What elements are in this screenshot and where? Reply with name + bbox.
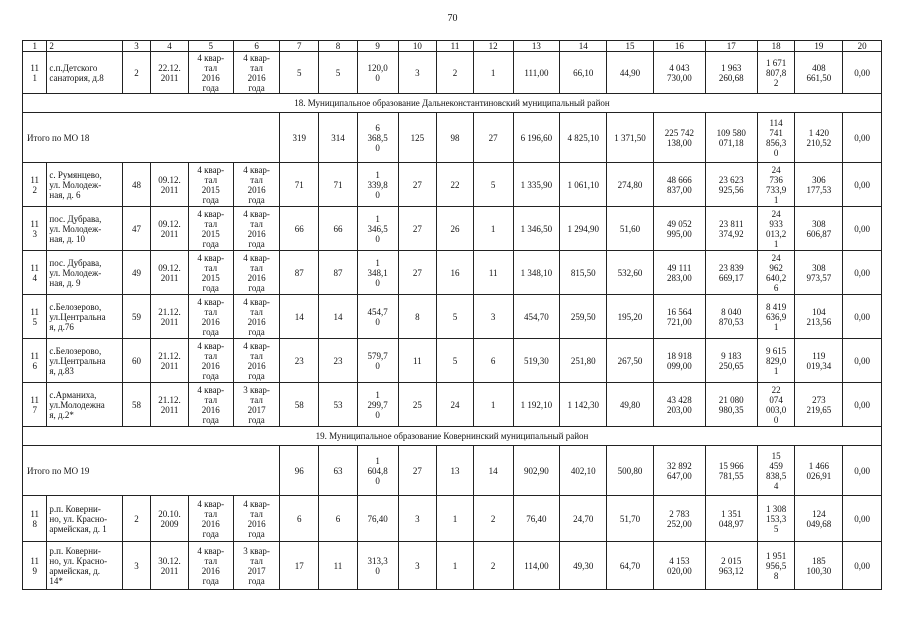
- table-cell: 314: [319, 113, 358, 163]
- table-row: [23, 295, 882, 339]
- table-cell: 1: [437, 542, 474, 590]
- table-cell: 5: [437, 339, 474, 383]
- table-cell: 27: [473, 113, 513, 163]
- table-cell: 4 квар- тал 2016 года: [233, 295, 280, 339]
- table-cell: 274,80: [607, 163, 654, 207]
- table-cell: 27: [398, 163, 437, 207]
- table-cell: 8: [398, 295, 437, 339]
- table-cell: 49: [122, 251, 150, 295]
- table-cell: 25: [398, 383, 437, 427]
- table-cell: 4 квар- тал 2016 года: [233, 339, 280, 383]
- table-cell: 11 5: [23, 295, 47, 339]
- table-cell: 21.12. 2011: [151, 383, 189, 427]
- table-cell: 48 666 837,00: [653, 163, 705, 207]
- section-heading: 18. Муниципальное образование Дальнеконстантиновский муниципальный район: [23, 94, 882, 113]
- table-cell: 4 квар- тал 2015 года: [188, 207, 233, 251]
- table-cell: 87: [319, 251, 358, 295]
- table-row: [23, 52, 882, 94]
- table-cell: 11 9: [23, 542, 47, 590]
- table-cell: 24 962 640,2 6: [757, 251, 795, 295]
- table-cell: 15 459 838,5 4: [757, 446, 795, 496]
- table-cell: 1: [473, 383, 513, 427]
- table-row: [23, 496, 882, 542]
- table-cell: 3: [398, 496, 437, 542]
- address-cell: р.п. Коверни- но, ул. Красно- армейская, д. 14*: [47, 542, 122, 590]
- table-cell: 1 299,7 0: [357, 383, 398, 427]
- total-row: [23, 113, 882, 163]
- table-row: [23, 383, 882, 427]
- table-cell: 11 7: [23, 383, 47, 427]
- address-cell: с.п.Детского санатория, д.8: [47, 52, 122, 94]
- table-cell: 16: [437, 251, 474, 295]
- table-cell: 7: [280, 41, 319, 52]
- table-cell: 109 580 071,18: [705, 113, 757, 163]
- table-cell: 251,80: [560, 339, 607, 383]
- table-cell: 4 153 020,00: [653, 542, 705, 590]
- table-cell: 104 213,56: [795, 295, 843, 339]
- table-cell: 76,40: [357, 496, 398, 542]
- table-cell: 16: [653, 41, 705, 52]
- table-cell: 21.12. 2011: [151, 295, 189, 339]
- table-cell: 4 квар- тал 2016 года: [233, 207, 280, 251]
- table-cell: 96: [280, 446, 319, 496]
- table-cell: 4 квар- тал 2016 года: [233, 496, 280, 542]
- table-cell: 259,50: [560, 295, 607, 339]
- table-cell: 17: [705, 41, 757, 52]
- address-cell: с. Румянцево, ул. Молодеж- ная, д. 6: [47, 163, 122, 207]
- table-cell: 1 346,50: [513, 207, 560, 251]
- table-cell: 4 квар- тал 2016 года: [188, 52, 233, 94]
- table-cell: 47: [122, 207, 150, 251]
- total-label: Итого по МО 18: [23, 113, 280, 163]
- table-cell: 43 428 203,00: [653, 383, 705, 427]
- table-cell: 64,70: [607, 542, 654, 590]
- table-cell: 1 671 807,8 2: [757, 52, 795, 94]
- table-cell: 195,20: [607, 295, 654, 339]
- table-cell: 1: [437, 496, 474, 542]
- table-cell: 2: [473, 542, 513, 590]
- table-cell: 9 615 829,0 1: [757, 339, 795, 383]
- table-cell: 44,90: [607, 52, 654, 94]
- table-cell: 3: [122, 542, 150, 590]
- table-cell: 20: [843, 41, 882, 52]
- table-cell: 18: [757, 41, 795, 52]
- address-cell: р.п. Коверни- но, ул. Красно- армейская, д. 1: [47, 496, 122, 542]
- table-cell: 15: [607, 41, 654, 52]
- table-cell: 4 квар- тал 2016 года: [188, 496, 233, 542]
- total-row: [23, 446, 882, 496]
- column-number-row: [23, 41, 882, 52]
- table-cell: 24,70: [560, 496, 607, 542]
- table-cell: 13: [513, 41, 560, 52]
- address-cell: 2: [47, 41, 122, 52]
- table-cell: 11 4: [23, 251, 47, 295]
- table-cell: 3 квар- тал 2017 года: [233, 383, 280, 427]
- table-cell: 2: [122, 496, 150, 542]
- table-cell: 19: [795, 41, 843, 52]
- section-heading: 19. Муниципальное образование Ковернинский муниципальный район: [23, 427, 882, 446]
- table-cell: 319: [280, 113, 319, 163]
- table-cell: 6: [319, 496, 358, 542]
- table-cell: 3: [398, 542, 437, 590]
- table-cell: 4 043 730,00: [653, 52, 705, 94]
- table-cell: 1: [473, 207, 513, 251]
- table-cell: 11 3: [23, 207, 47, 251]
- table-cell: 500,80: [607, 446, 654, 496]
- table-cell: 60: [122, 339, 150, 383]
- address-cell: с.Белозерово, ул.Центральна я, д.83: [47, 339, 122, 383]
- table-cell: 519,30: [513, 339, 560, 383]
- table-cell: 22 074 003,0 0: [757, 383, 795, 427]
- table-cell: 11 1: [23, 52, 47, 94]
- table-cell: 5: [473, 163, 513, 207]
- table-cell: 1 308 153,3 5: [757, 496, 795, 542]
- table-cell: 4 квар- тал 2015 года: [188, 251, 233, 295]
- table-cell: 5: [280, 52, 319, 94]
- table-row: [23, 542, 882, 590]
- table-cell: 27: [398, 207, 437, 251]
- table-cell: 1 348,10: [513, 251, 560, 295]
- table-cell: 0,00: [843, 52, 882, 94]
- table-cell: 1 466 026,91: [795, 446, 843, 496]
- table-cell: 51,60: [607, 207, 654, 251]
- table-cell: 1 348,1 0: [357, 251, 398, 295]
- table-cell: 120,0 0: [357, 52, 398, 94]
- table-cell: 4 квар- тал 2016 года: [233, 251, 280, 295]
- table-cell: 1 061,10: [560, 163, 607, 207]
- table-cell: 16 564 721,00: [653, 295, 705, 339]
- table-cell: 24 736 733,9 1: [757, 163, 795, 207]
- table-cell: 17: [280, 542, 319, 590]
- table-cell: 21 080 980,35: [705, 383, 757, 427]
- table-cell: 59: [122, 295, 150, 339]
- table-cell: 76,40: [513, 496, 560, 542]
- table-cell: 2: [122, 52, 150, 94]
- table-cell: 30.12. 2011: [151, 542, 189, 590]
- table-cell: 24 933 013,2 1: [757, 207, 795, 251]
- table-cell: 1 335,90: [513, 163, 560, 207]
- table-cell: 23 811 374,92: [705, 207, 757, 251]
- table-cell: 313,3 0: [357, 542, 398, 590]
- table-cell: 8 040 870,53: [705, 295, 757, 339]
- table-cell: 63: [319, 446, 358, 496]
- table-cell: 1 346,5 0: [357, 207, 398, 251]
- table-cell: 125: [398, 113, 437, 163]
- table-cell: 9 183 250,65: [705, 339, 757, 383]
- table-cell: 49,30: [560, 542, 607, 590]
- table-cell: 5: [188, 41, 233, 52]
- table-cell: 27: [398, 251, 437, 295]
- table-cell: 66: [319, 207, 358, 251]
- table-cell: 0,00: [843, 295, 882, 339]
- table-cell: 6: [473, 339, 513, 383]
- table-cell: 4 квар- тал 2016 года: [188, 542, 233, 590]
- table-cell: 4 квар- тал 2016 года: [188, 383, 233, 427]
- table-cell: 267,50: [607, 339, 654, 383]
- page-number: 70: [447, 13, 458, 24]
- table-cell: 2: [473, 496, 513, 542]
- table-cell: 71: [319, 163, 358, 207]
- table-cell: 58: [280, 383, 319, 427]
- table-cell: 71: [280, 163, 319, 207]
- table-cell: 13: [437, 446, 474, 496]
- table-cell: 87: [280, 251, 319, 295]
- table-cell: 2 015 963,12: [705, 542, 757, 590]
- table-cell: 454,70: [513, 295, 560, 339]
- table-cell: 402,10: [560, 446, 607, 496]
- table-cell: 119 019,34: [795, 339, 843, 383]
- table-cell: 111,00: [513, 52, 560, 94]
- table-cell: 20.10. 2009: [151, 496, 189, 542]
- table-cell: 454,7 0: [357, 295, 398, 339]
- table-cell: 6: [233, 41, 280, 52]
- table-cell: 9: [357, 41, 398, 52]
- table-cell: 308 606,87: [795, 207, 843, 251]
- table-cell: 49,80: [607, 383, 654, 427]
- table-cell: 66,10: [560, 52, 607, 94]
- address-cell: с.Белозерово, ул.Центральна я, д.76: [47, 295, 122, 339]
- table-cell: 1 420 210,52: [795, 113, 843, 163]
- table-cell: 1 142,30: [560, 383, 607, 427]
- table-cell: 1 294,90: [560, 207, 607, 251]
- table-cell: 22: [437, 163, 474, 207]
- table-cell: 1 192,10: [513, 383, 560, 427]
- section-heading-row: [23, 427, 882, 446]
- table-cell: 3 квар- тал 2017 года: [233, 542, 280, 590]
- table-cell: 225 742 138,00: [653, 113, 705, 163]
- table-cell: 1: [23, 41, 47, 52]
- table-cell: 902,90: [513, 446, 560, 496]
- table-cell: 21.12. 2011: [151, 339, 189, 383]
- table-cell: 66: [280, 207, 319, 251]
- table-cell: 1 351 048,97: [705, 496, 757, 542]
- table-cell: 0,00: [843, 446, 882, 496]
- table-cell: 1 604,8 0: [357, 446, 398, 496]
- total-label: Итого по МО 19: [23, 446, 280, 496]
- table-cell: 09.12. 2011: [151, 251, 189, 295]
- table-cell: 579,7 0: [357, 339, 398, 383]
- table-cell: 09.12. 2011: [151, 163, 189, 207]
- table-cell: 14: [319, 295, 358, 339]
- table-cell: 58: [122, 383, 150, 427]
- table-cell: 0,00: [843, 383, 882, 427]
- table-cell: 15 966 781,55: [705, 446, 757, 496]
- table-cell: 5: [319, 52, 358, 94]
- table-cell: 11: [473, 251, 513, 295]
- table-cell: 11 2: [23, 163, 47, 207]
- table-cell: 14: [280, 295, 319, 339]
- housing-program-table: [22, 40, 882, 590]
- table-cell: 48: [122, 163, 150, 207]
- table-cell: 0,00: [843, 339, 882, 383]
- table-cell: 4: [151, 41, 189, 52]
- table-cell: 3: [122, 41, 150, 52]
- table-cell: 0,00: [843, 113, 882, 163]
- address-cell: с.Арманиха, ул.Молодежна я, д.2*: [47, 383, 122, 427]
- table-cell: 408 661,50: [795, 52, 843, 94]
- table-cell: 6: [280, 496, 319, 542]
- table-cell: 10: [398, 41, 437, 52]
- table-cell: 4 квар- тал 2016 года: [188, 339, 233, 383]
- table-cell: 2 783 252,00: [653, 496, 705, 542]
- table-cell: 11: [398, 339, 437, 383]
- table-cell: 6 368,5 0: [357, 113, 398, 163]
- table-cell: 273 219,65: [795, 383, 843, 427]
- table-cell: 4 квар- тал 2016 года: [233, 163, 280, 207]
- table-row: [23, 339, 882, 383]
- table-cell: 0,00: [843, 496, 882, 542]
- table-cell: 3: [398, 52, 437, 94]
- table-cell: 49 052 995,00: [653, 207, 705, 251]
- table-cell: 185 100,30: [795, 542, 843, 590]
- table-cell: 23: [280, 339, 319, 383]
- table-cell: 53: [319, 383, 358, 427]
- table-cell: 18 918 099,00: [653, 339, 705, 383]
- table-row: [23, 207, 882, 251]
- table-cell: 26: [437, 207, 474, 251]
- table-cell: 32 892 647,00: [653, 446, 705, 496]
- table-cell: 27: [398, 446, 437, 496]
- table-cell: 11: [319, 542, 358, 590]
- table-cell: 1 371,50: [607, 113, 654, 163]
- table-cell: 5: [437, 295, 474, 339]
- table-cell: 1: [473, 52, 513, 94]
- address-cell: пос. Дубрава, ул. Молодеж- ная, д. 9: [47, 251, 122, 295]
- table-row: [23, 163, 882, 207]
- table-cell: 49 111 283,00: [653, 251, 705, 295]
- table-cell: 23 623 925,56: [705, 163, 757, 207]
- table-cell: 0,00: [843, 542, 882, 590]
- table-cell: 306 177,53: [795, 163, 843, 207]
- table-cell: 14: [560, 41, 607, 52]
- table-cell: 2: [437, 52, 474, 94]
- table-cell: 0,00: [843, 207, 882, 251]
- table-cell: 8 419 636,9 1: [757, 295, 795, 339]
- section-heading-row: [23, 94, 882, 113]
- table-cell: 1 951 956,5 8: [757, 542, 795, 590]
- table-cell: 3: [473, 295, 513, 339]
- table-cell: 4 квар- тал 2016 года: [233, 52, 280, 94]
- table-cell: 22.12. 2011: [151, 52, 189, 94]
- table-cell: 308 973,57: [795, 251, 843, 295]
- table-cell: 11 6: [23, 339, 47, 383]
- table-row: [23, 251, 882, 295]
- table-cell: 12: [473, 41, 513, 52]
- table-cell: 98: [437, 113, 474, 163]
- table-cell: 114,00: [513, 542, 560, 590]
- table-cell: 532,60: [607, 251, 654, 295]
- address-cell: пос. Дубрава, ул. Молодеж- ная, д. 10: [47, 207, 122, 251]
- table-cell: 8: [319, 41, 358, 52]
- table-cell: 4 825,10: [560, 113, 607, 163]
- table-cell: 4 квар- тал 2015 года: [188, 163, 233, 207]
- table-cell: 124 049,68: [795, 496, 843, 542]
- table-cell: 23: [319, 339, 358, 383]
- table-cell: 114 741 856,3 0: [757, 113, 795, 163]
- table-cell: 6 196,60: [513, 113, 560, 163]
- table-cell: 24: [437, 383, 474, 427]
- table-cell: 0,00: [843, 163, 882, 207]
- table-cell: 1 339,8 0: [357, 163, 398, 207]
- table-cell: 815,50: [560, 251, 607, 295]
- table-cell: 14: [473, 446, 513, 496]
- table-cell: 1 963 260,68: [705, 52, 757, 94]
- table-cell: 11: [437, 41, 474, 52]
- table-cell: 09.12. 2011: [151, 207, 189, 251]
- table-cell: 11 8: [23, 496, 47, 542]
- table-cell: 4 квар- тал 2016 года: [188, 295, 233, 339]
- table-cell: 51,70: [607, 496, 654, 542]
- table-cell: 0,00: [843, 251, 882, 295]
- table-cell: 23 839 669,17: [705, 251, 757, 295]
